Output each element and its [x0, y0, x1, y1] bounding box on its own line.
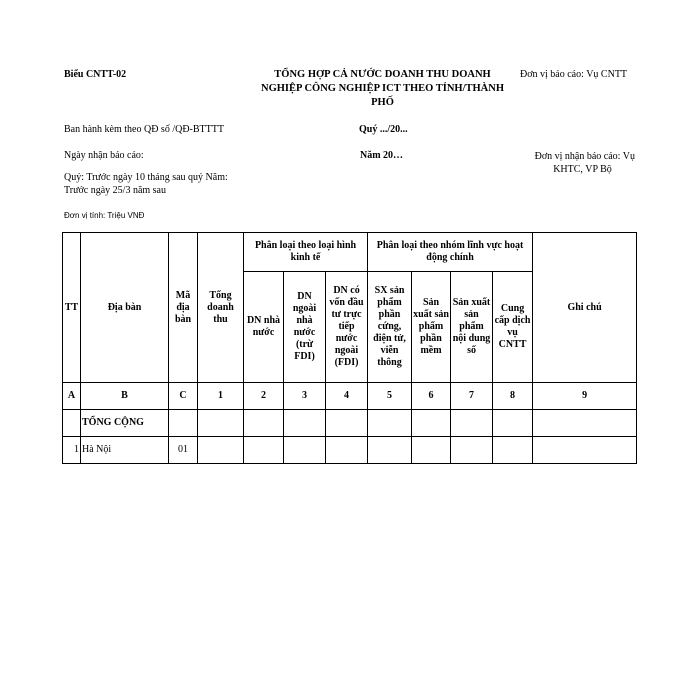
issued-by: Ban hành kèm theo QĐ số /QĐ-BTTTT [64, 124, 224, 135]
header-software: Sản xuất sản phẩm phần mềm [412, 272, 451, 383]
header-it-services: Cung cấp dịch vụ CNTT [493, 272, 533, 383]
index-cell: 1 [198, 383, 244, 410]
table-cell [493, 437, 533, 464]
header-group-sector: Phân loại theo nhóm lĩnh vực hoạt động chính [368, 233, 533, 272]
index-cell: 8 [493, 383, 533, 410]
header-state-enterprise: DN nhà nước [244, 272, 284, 383]
index-cell: A [63, 383, 81, 410]
header-area-code: Mã địa bàn [169, 233, 198, 383]
receiving-unit [510, 150, 635, 176]
index-cell: 9 [533, 383, 637, 410]
table-cell [326, 437, 368, 464]
index-cell: 2 [244, 383, 284, 410]
header-total-revenue: Tổng doanh thu [198, 233, 244, 383]
table-cell [533, 437, 637, 464]
table-cell [326, 410, 368, 437]
report-title-line-2: NGHIỆP CÔNG NGHIỆP ICT THEO TỈNH/THÀNH [260, 83, 504, 94]
table-cell [368, 437, 412, 464]
index-cell: C [169, 383, 198, 410]
reporting-unit: Đơn vị báo cáo: Vụ CNTT [520, 69, 628, 80]
table-cell [533, 410, 637, 437]
quarter-label: Quý .../20... [359, 124, 408, 135]
table-cell [412, 410, 451, 437]
report-title [245, 68, 520, 110]
deadline-note [64, 171, 264, 197]
row-tt: 1 [63, 437, 81, 464]
table-cell [451, 437, 493, 464]
report-title-line-3: PHỐ [371, 97, 394, 108]
form-code: Biểu CNTT-02 [64, 69, 127, 80]
table-cell [244, 410, 284, 437]
table-cell [451, 410, 493, 437]
table-row [63, 437, 637, 464]
header-digital-content: Sản xuất sản phẩm nội dung số [451, 272, 493, 383]
total-row [63, 410, 637, 437]
table-cell [284, 437, 326, 464]
table-cell [198, 410, 244, 437]
header-tt: TT [63, 233, 81, 383]
index-cell: 6 [412, 383, 451, 410]
row-code: 01 [169, 437, 198, 464]
table-cell [493, 410, 533, 437]
header-row-1 [63, 233, 637, 272]
table-cell [169, 410, 198, 437]
header-hardware: SX sản phẩm phần cứng, điện tử, viễn thông [368, 272, 412, 383]
received-date-label: Ngày nhận báo cáo: [64, 150, 144, 161]
deadline-line-1: Quý: Trước ngày 10 tháng sau quý Năm: [64, 172, 228, 183]
total-label: TỔNG CỘNG [81, 410, 169, 437]
header-group-economic: Phân loại theo loại hình kinh tế [244, 233, 368, 272]
row-area: Hà Nội [81, 437, 169, 464]
currency-unit: Đơn vị tính: Triệu VNĐ [64, 211, 145, 220]
total-tt-cell [63, 410, 81, 437]
index-cell: 3 [284, 383, 326, 410]
receiving-unit-line-2: KHTC, VP Bộ [553, 164, 612, 175]
report-title-line-1: TỔNG HỢP CẢ NƯỚC DOANH THU DOANH [274, 69, 491, 80]
year-label: Năm 20… [360, 150, 404, 161]
table-cell [198, 437, 244, 464]
index-cell: B [81, 383, 169, 410]
header-fdi-enterprise: DN có vốn đầu tư trực tiếp nước ngoài (FDI) [326, 272, 368, 383]
deadline-line-2: Trước ngày 25/3 năm sau [64, 185, 166, 196]
index-cell: 7 [451, 383, 493, 410]
table-cell [284, 410, 326, 437]
receiving-unit-line-1: Đơn vị nhận báo cáo: Vụ [534, 151, 635, 162]
header-notes: Ghi chú [533, 233, 637, 383]
index-cell: 4 [326, 383, 368, 410]
table-cell [412, 437, 451, 464]
index-row [63, 383, 637, 410]
header-area: Địa bàn [81, 233, 169, 383]
index-cell: 5 [368, 383, 412, 410]
header-private-enterprise: DN ngoài nhà nước (trừ FDI) [284, 272, 326, 383]
revenue-table [62, 232, 637, 464]
table-cell [244, 437, 284, 464]
table-cell [368, 410, 412, 437]
